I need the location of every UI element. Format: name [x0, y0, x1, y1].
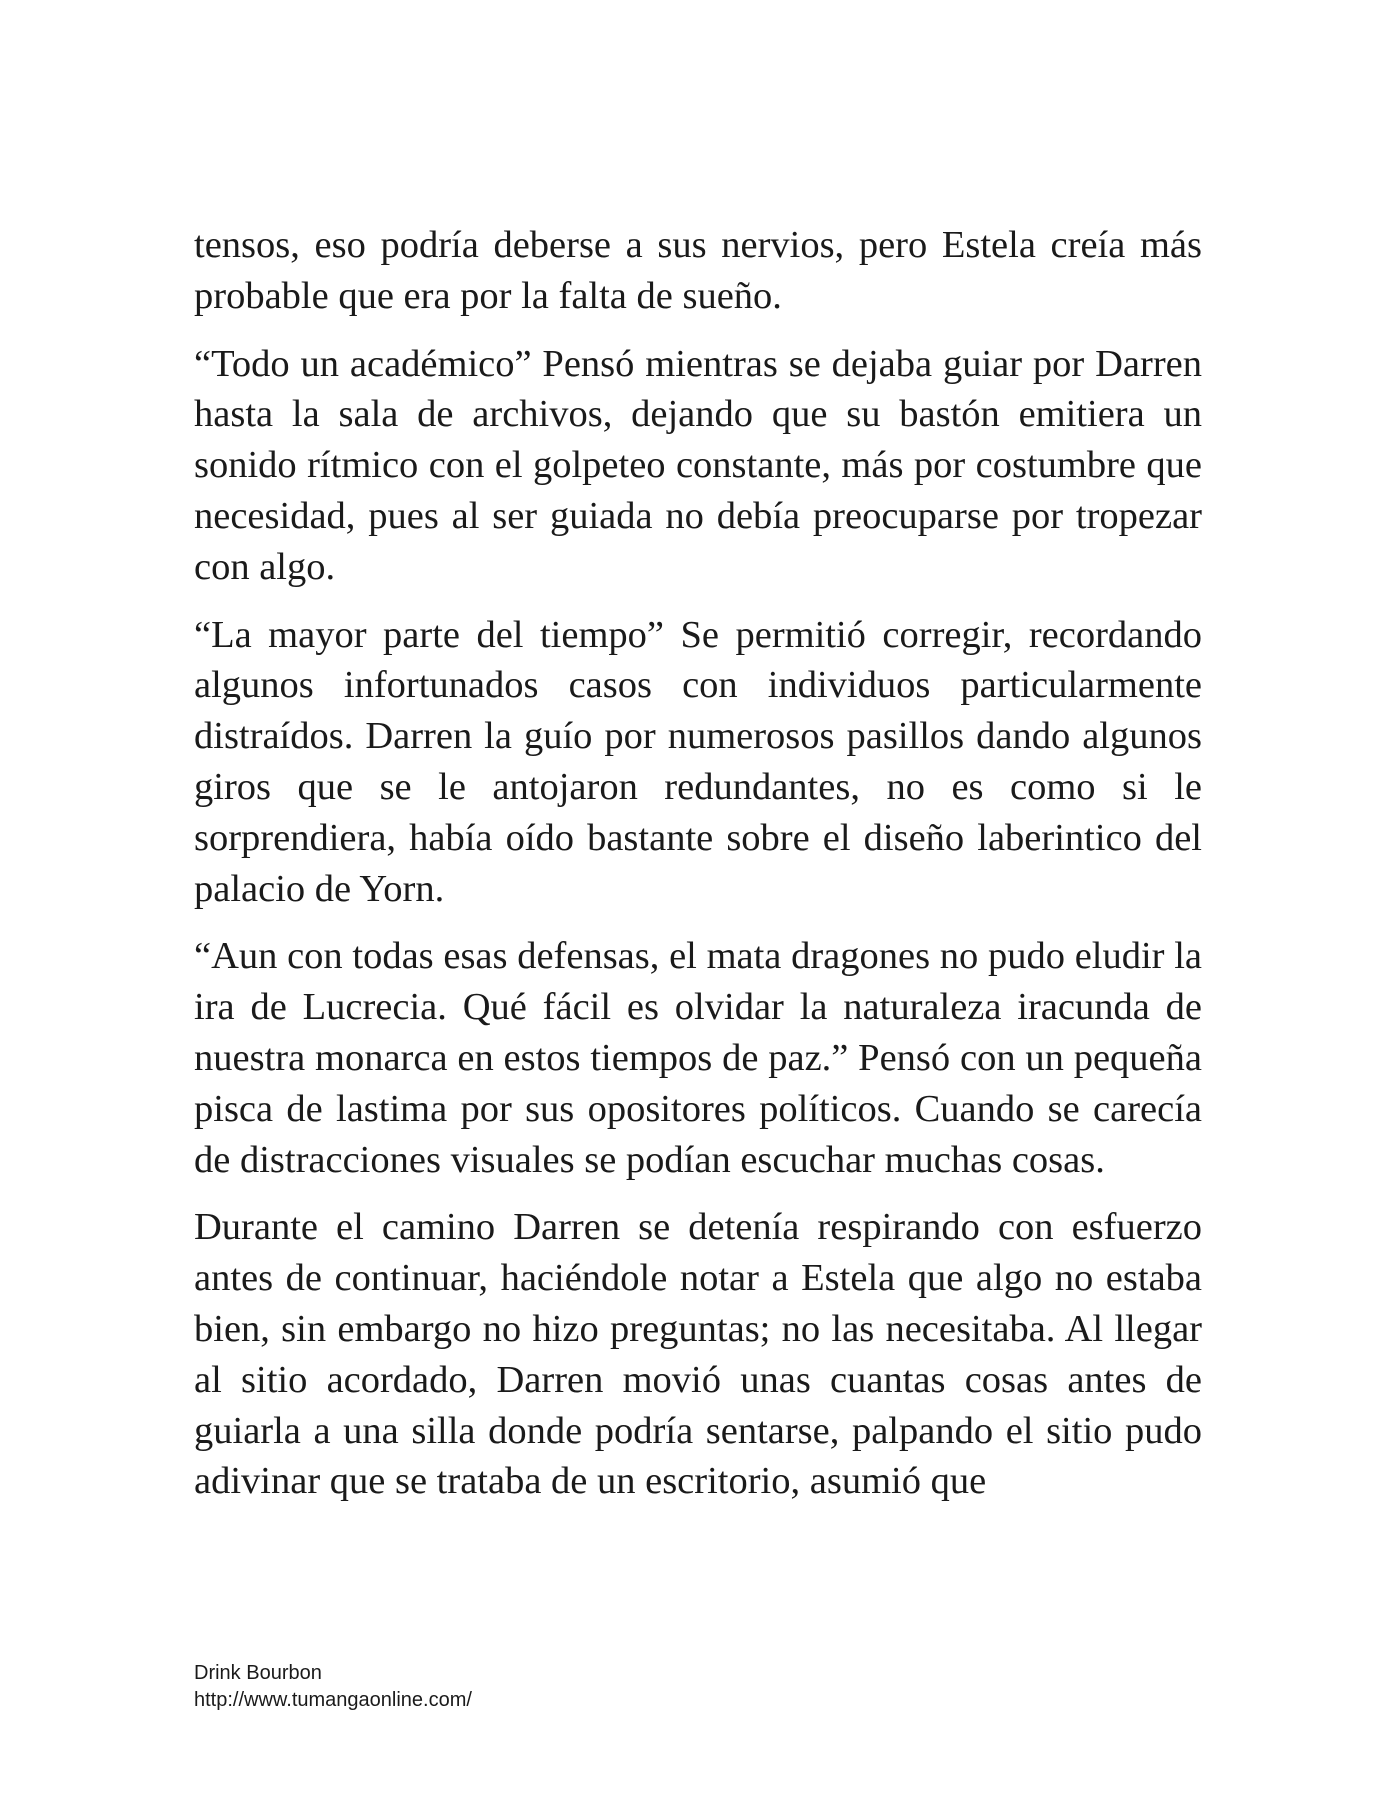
body-text [194, 220, 1202, 1524]
paragraph-4: “Aun con todas esas defensas, el mata dragones no pudo eludir la ira de Lucrecia. Qué fácil es olvidar la naturaleza iracunda de nuestra monarca en estos tiempos de paz.” Pensó con un pequeña pisca de lastima por sus opositores políticos. Cuando se carecía de distracciones visuales se podían escuchar muchas cosas. [194, 935, 1202, 1181]
paragraph-2: “Todo un académico” Pensó mientras se dejaba guiar por Darren hasta la sala de archivos, dejando que su bastón emitiera un sonido rítmico con el golpeteo constante, más por costumbre que necesidad, pues al ser guiada no debía preocuparse por tropezar con algo. [194, 342, 1202, 588]
paragraph-3: “La mayor parte del tiempo” Se permitió corregir, recordando algunos infortunados casos con individuos particularmente distraídos. Darren la guío por numerosos pasillos dando algunos giros que se le antojaron redundantes, no es como si le sorprendiera, había oído bastante sobre el diseño laberintico del palacio de Yorn. [194, 613, 1202, 910]
footer-author: Drink Bourbon [194, 1662, 322, 1684]
paragraph-1: tensos, eso podría deberse a sus nervios, pero Estela creía más probable que era por la falta de sueño. [194, 224, 1202, 317]
paragraph-5: Durante el camino Darren se detenía respirando con esfuerzo antes de continuar, haciéndole notar a Estela que algo no estaba bien, sin embargo no hizo preguntas; no las necesitaba. Al llegar al sitio acordado, Darren movió unas cuantas cosas antes de guiarla a una silla donde podría sentarse, palpando el sitio pudo adivinar que se trataba de un escritorio, asumió que [194, 1206, 1202, 1503]
page-footer [194, 1660, 472, 1714]
footer-url: http://www.tumangaonline.com/ [194, 1689, 472, 1711]
